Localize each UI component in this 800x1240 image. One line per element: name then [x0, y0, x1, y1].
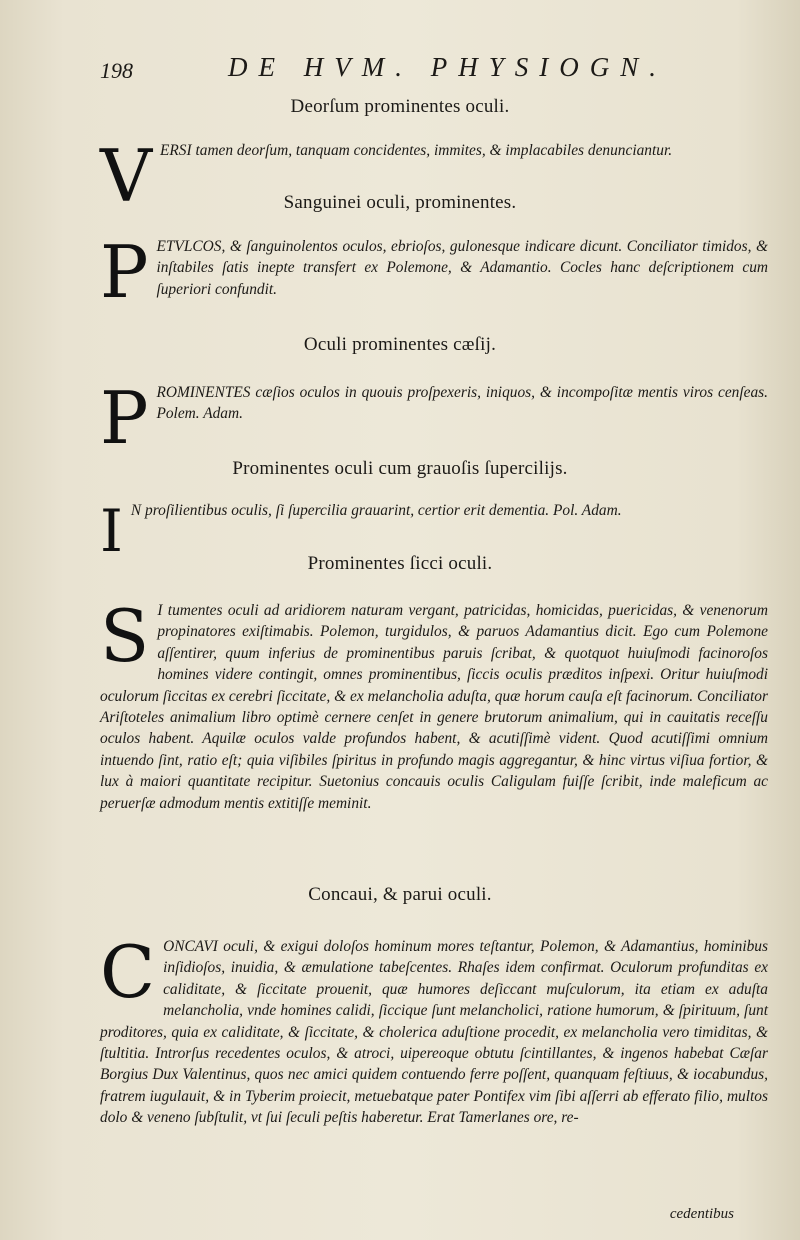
drop-cap-initial: I	[100, 497, 123, 565]
section-text: ONCAVI oculi, & exigui doloſos hominum mores teſtantur, Polemon, & Adamantius, hominibus inſidioſos, inuidia, & æmulatione tabeſcentes. Rhaſes idem confirmat. Oculorum profunditas ex caliditate, & ſiccitate prouenit, quæ humores deſiccant muſculorum, ita etiam ex aduſta melancholia, vnde homines calidi, ſiccique ſunt melancholici, ratione humorum, & ſpirituum, ſunt proditores, quia ex caliditate, & ſiccitate, & cholerica aduſtione procedit, ex melancholia vero timiditas, & ſtultitia. Introrſus recedentes oculos, & atroci, uipereoque obtutu ſcintillantes, & ingenos habebat Cæſar Borgius Dux Valentinus, quos nec amici quidem contuendo ferre poſſent, quanquam feſtiuus, & iocabundus, fratrem iugulauit, & in Tyberim proiecit, metuebatque pater Pontifex vim ſibi aſſerri ab efferato filio, multos dolo & veneno ſubſtulit, vt ſui ſeculi peſtis haberetur. Erat Tamerlanes ore, re-	[100, 938, 768, 1127]
drop-cap-initial: C	[100, 930, 156, 1014]
section-text: ETVLCOS, & ſanguinolentos oculos, ebrioſos, gulonesque indicare dicunt. Conciliator timidos, & inſtabiles ſatis inepte transfert ex Polemone, & Adamantio. Cocles hanc deſcriptionem cum ſuperiori confundit.	[156, 238, 768, 298]
section-paragraph	[100, 930, 768, 1129]
running-title: DE HVM. PHYSIOGN.	[228, 52, 667, 82]
section-heading: Concaui, & parui oculi.	[308, 884, 492, 905]
section-text: I tumentes oculi ad aridiorem naturam vergant, patricidas, homicidas, puericidas, & venenorum propinatores exiſtimabis. Polemon, turgidulos, & paruos Adamantius dicit. Ego cum Polemone aſſentirer, quum inferius de prominentibus paruis ſcribat, & quotquot huiuſmodi facinoroſos homines videre contingit, omnes prominentibus, ſiccis oculis præditos inſpexi. Oritur huiuſmodi oculorum ſiccitas ex cerebri ſiccitate, & ex melancholia aduſta, quæ horum cauſa eſt facinorum. Conciliator Ariſtoteles animalium libro optimè cernere cenſet in genere brutorum animalium, qui in cauitatis receſſu oculos habent. Aquilæ oculos valde profundos habent, & acutiſſimè vident. Quod acutiſſimi omnium intuendo ſint, ratio eſt; quia viſibiles ſpiritus in profundo magis aggregantur, & hinc virtus viſiua fortior, & lux à maiori quantitate recipitur. Suetonius concauis oculis Caligulam fuiſſe ſcribit, inde maleficum ac peruerſæ admodum mentis extitiſſe meminit.	[100, 602, 768, 812]
drop-cap-initial: V	[100, 134, 152, 218]
catchword: cedentibus	[669, 1206, 734, 1222]
drop-cap-initial: P	[100, 376, 149, 460]
section-paragraph	[100, 376, 768, 460]
section-paragraph	[100, 230, 768, 314]
drop-cap-initial: S	[100, 594, 150, 678]
section-heading: Deorſum prominentes oculi.	[290, 96, 510, 117]
page-header	[100, 48, 720, 88]
section-heading: Sanguinei oculi, prominentes.	[283, 192, 517, 213]
section-heading: Oculi prominentes cæſij.	[303, 334, 497, 355]
page-number: 198	[100, 58, 133, 83]
section-text: ERSI tamen deorſum, tanquam concidentes, immites, & implacabiles denunciantur.	[160, 142, 673, 159]
section-text: N proſilientibus oculis, ſi ſupercilia grauarint, certior erit dementia. Pol. Adam.	[130, 502, 622, 519]
section-paragraph	[100, 594, 768, 814]
section-heading: Prominentes oculi cum grauoſis ſupercilijs.	[232, 458, 568, 479]
section-heading: Prominentes ſicci oculi.	[307, 553, 493, 574]
drop-cap-initial: P	[100, 230, 149, 314]
section-text: ROMINENTES cæſios oculos in quouis proſpexeris, iniquos, & incompoſitæ mentis viros cenſeas. Polem. Adam.	[156, 384, 768, 423]
